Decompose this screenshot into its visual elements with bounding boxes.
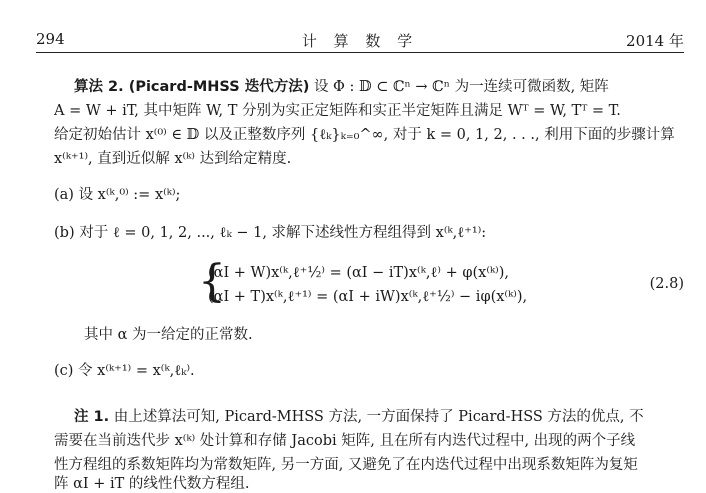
equation-number: (2.8)	[649, 276, 684, 292]
header-year: 2014 年	[626, 32, 684, 50]
note-label: 注 1.	[74, 409, 110, 425]
algorithm-line-4: x⁽ᵏ⁺¹⁾, 直到近似解 x⁽ᵏ⁾ 达到给定精度.	[54, 151, 292, 167]
system-brace: {	[198, 256, 226, 307]
algorithm-line-2: A = W + iT, 其中矩阵 W, T 分别为实正定矩阵和实正半定矩阵且满足 Wᵀ = W, Tᵀ = T.	[54, 103, 621, 119]
step-c: (c) 令 x⁽ᵏ⁺¹⁾ = x⁽ᵏ,ℓₖ⁾.	[54, 363, 195, 379]
journal-title: 计 算 数 学	[301, 32, 419, 50]
note-line-2: 需要在当前迭代步 x⁽ᵏ⁾ 处计算和存储 Jacobi 矩阵, 且在所有内迭代过程中, 出现的两个子线	[54, 433, 636, 449]
algorithm-line-1	[74, 76, 690, 99]
step-a: (a) 设 x⁽ᵏ,⁰⁾ := x⁽ᵏ⁾;	[54, 187, 181, 203]
note-line-4: 阵 αI + iT 的线性代数方程组.	[54, 476, 250, 492]
equation-1: (αI + W)x⁽ᵏ,ℓ⁺½⁾ = (αI − iT)x⁽ᵏ,ℓ⁾ + φ(x⁽ᵏ⁾),	[208, 265, 510, 281]
algorithm-text-1: 设 Φ : 𝔻 ⊂ ℂⁿ → ℂⁿ 为一连续可微函数, 矩阵	[313, 79, 609, 95]
running-header	[36, 30, 684, 50]
alpha-note: 其中 α 为一给定的正常数.	[84, 327, 253, 343]
note-line-3: 性方程组的系数矩阵均为常数矩阵, 另一方面, 又避免了在内迭代过程中出现系数矩阵为复矩	[54, 457, 638, 473]
header-rule	[36, 52, 684, 53]
step-b: (b) 对于 ℓ = 0, 1, 2, ..., ℓₖ − 1, 求解下述线性方程组得到 x⁽ᵏ,ℓ⁺¹⁾:	[54, 225, 487, 241]
algorithm-line-3: 给定初始估计 x⁽⁰⁾ ∈ 𝔻 以及正整数序列 {ℓₖ}ₖ₌₀^∞, 对于 k = 0, 1, 2, . . ., 利用下面的步骤计算	[54, 127, 675, 143]
algorithm-title: 算法 2. (Picard-MHSS 迭代方法)	[74, 79, 310, 95]
note-text-1: 由上述算法可知, Picard-MHSS 方法, 一方面保持了 Picard-HSS 方法的优点, 不	[113, 409, 644, 425]
equation-2: (αI + T)x⁽ᵏ,ℓ⁺¹⁾ = (αI + iW)x⁽ᵏ,ℓ⁺½⁾ − iφ(x⁽ᵏ⁾),	[208, 289, 528, 305]
page-number: 294	[36, 30, 65, 48]
note-line-1	[74, 406, 690, 429]
